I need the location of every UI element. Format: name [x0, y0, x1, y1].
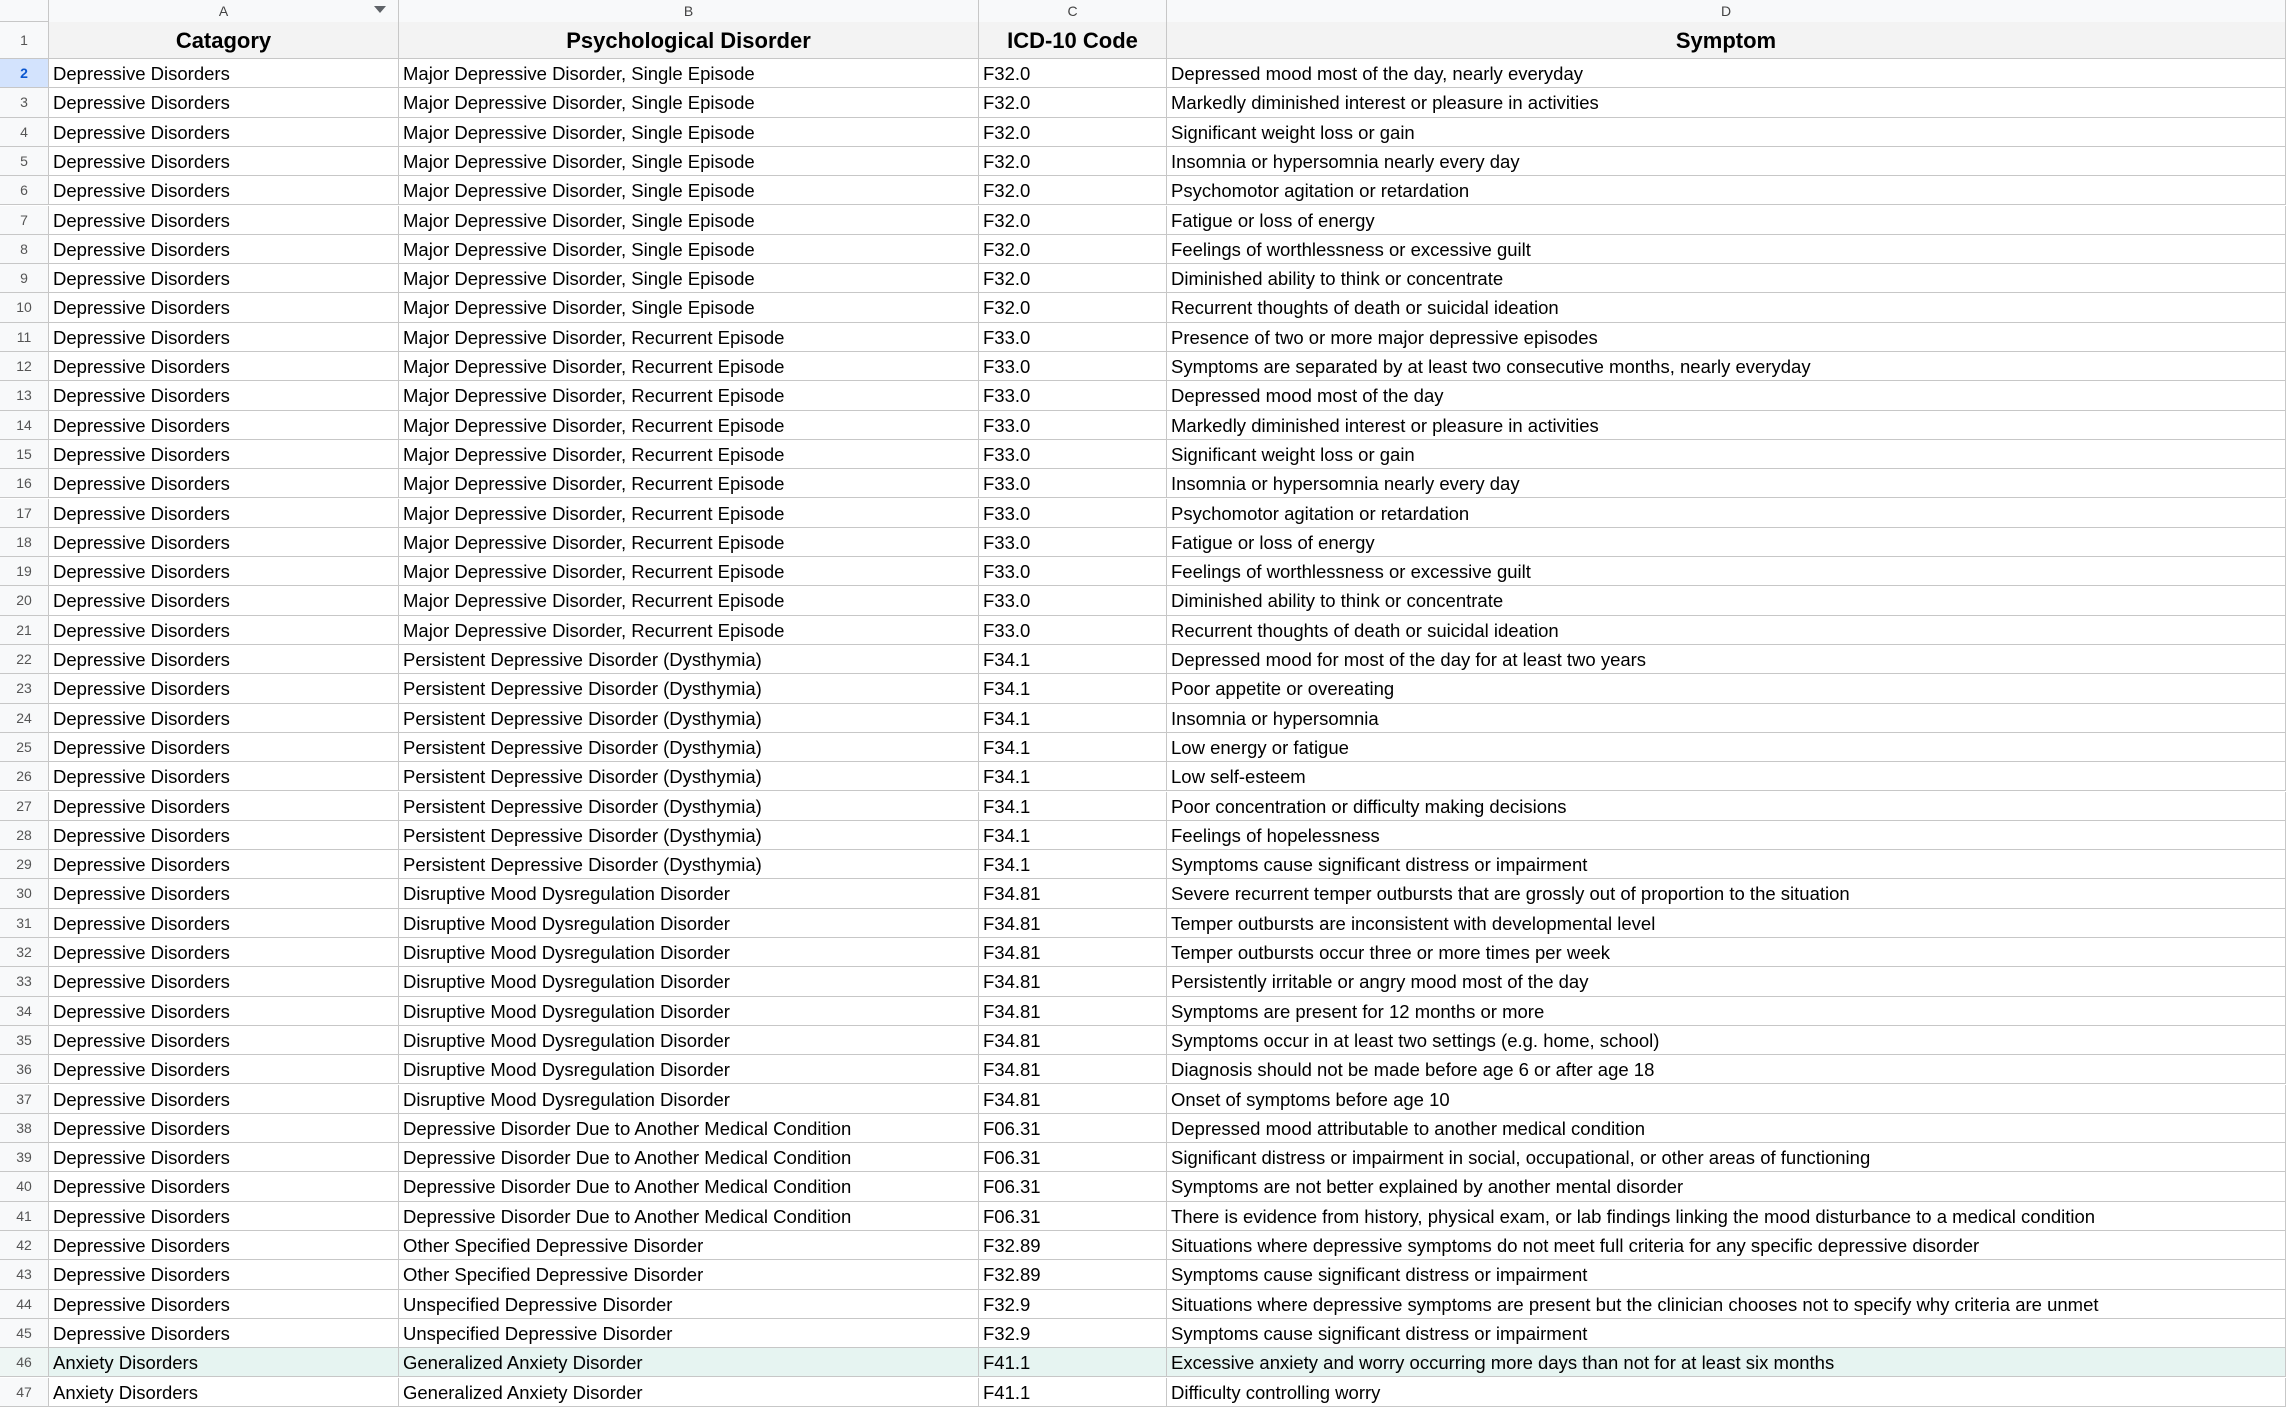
cell-sym[interactable]: Insomnia or hypersomnia nearly every day [1167, 147, 2286, 176]
cell-dis[interactable]: Major Depressive Disorder, Single Episode [399, 264, 979, 293]
cell-sym[interactable]: Persistently irritable or angry mood most of the day [1167, 967, 2286, 996]
cell-cat[interactable]: Anxiety Disorders [49, 1348, 399, 1377]
cell-sym[interactable]: Temper outbursts occur three or more times per week [1167, 938, 2286, 967]
cell-sym[interactable]: Difficulty controlling worry [1167, 1378, 2286, 1407]
cell-code[interactable]: F32.0 [979, 88, 1167, 117]
row-number[interactable]: 23 [0, 674, 49, 703]
cell-sym[interactable]: Depressed mood attributable to another medical condition [1167, 1114, 2286, 1143]
cell-cat[interactable]: Depressive Disorders [49, 323, 399, 352]
cell-sym[interactable]: Situations where depressive symptoms are present but the clinician chooses not to specify why criteria are unmet [1167, 1290, 2286, 1319]
cell-dis[interactable]: Major Depressive Disorder, Single Episode [399, 235, 979, 264]
cell-cat[interactable]: Depressive Disorders [49, 352, 399, 381]
cell-cat[interactable]: Depressive Disorders [49, 147, 399, 176]
row-number[interactable]: 39 [0, 1143, 49, 1172]
column-letter-c[interactable]: C [979, 0, 1167, 22]
cell-code[interactable]: F34.81 [979, 997, 1167, 1026]
cell-cat[interactable]: Depressive Disorders [49, 176, 399, 205]
cell-code[interactable]: F33.0 [979, 469, 1167, 498]
cell-dis[interactable]: Persistent Depressive Disorder (Dysthymia) [399, 821, 979, 850]
row-number[interactable]: 34 [0, 997, 49, 1026]
cell-dis[interactable]: Disruptive Mood Dysregulation Disorder [399, 909, 979, 938]
cell-dis[interactable]: Persistent Depressive Disorder (Dysthymia) [399, 704, 979, 733]
cell-sym[interactable]: Depressed mood most of the day, nearly everyday [1167, 59, 2286, 88]
cell-code[interactable]: F34.1 [979, 821, 1167, 850]
cell-dis[interactable]: Major Depressive Disorder, Recurrent Episode [399, 499, 979, 528]
cell-code[interactable]: F32.9 [979, 1290, 1167, 1319]
cell-sym[interactable]: Fatigue or loss of energy [1167, 206, 2286, 235]
cell-cat[interactable]: Anxiety Disorders [49, 1378, 399, 1407]
row-number[interactable]: 9 [0, 264, 49, 293]
row-number[interactable]: 8 [0, 235, 49, 264]
cell-cat[interactable]: Depressive Disorders [49, 762, 399, 791]
cell-sym[interactable]: Insomnia or hypersomnia [1167, 704, 2286, 733]
cell-dis[interactable]: Persistent Depressive Disorder (Dysthymia) [399, 674, 979, 703]
row-number[interactable]: 31 [0, 909, 49, 938]
cell-sym[interactable]: Recurrent thoughts of death or suicidal ideation [1167, 616, 2286, 645]
cell-code[interactable]: F34.1 [979, 762, 1167, 791]
row-number[interactable]: 30 [0, 879, 49, 908]
cell-dis[interactable]: Major Depressive Disorder, Single Episode [399, 118, 979, 147]
cell-sym[interactable]: Diminished ability to think or concentrate [1167, 264, 2286, 293]
row-number[interactable]: 28 [0, 821, 49, 850]
cell-dis[interactable]: Unspecified Depressive Disorder [399, 1290, 979, 1319]
cell-dis[interactable]: Depressive Disorder Due to Another Medical Condition [399, 1172, 979, 1201]
cell-cat[interactable]: Depressive Disorders [49, 59, 399, 88]
column-header-cell[interactable]: ICD-10 Code [979, 22, 1167, 59]
cell-sym[interactable]: Presence of two or more major depressive episodes [1167, 323, 2286, 352]
cell-dis[interactable]: Persistent Depressive Disorder (Dysthymia) [399, 850, 979, 879]
cell-dis[interactable]: Major Depressive Disorder, Recurrent Episode [399, 411, 979, 440]
cell-sym[interactable]: Diagnosis should not be made before age 6 or after age 18 [1167, 1055, 2286, 1084]
column-header-cell[interactable]: Catagory [49, 22, 399, 59]
cell-dis[interactable]: Major Depressive Disorder, Recurrent Episode [399, 616, 979, 645]
cell-dis[interactable]: Major Depressive Disorder, Recurrent Episode [399, 557, 979, 586]
column-letter-d[interactable]: D [1167, 0, 2286, 22]
row-number[interactable]: 46 [0, 1348, 49, 1377]
cell-code[interactable]: F06.31 [979, 1202, 1167, 1231]
row-number[interactable]: 17 [0, 499, 49, 528]
row-number[interactable]: 24 [0, 704, 49, 733]
cell-sym[interactable]: Symptoms are separated by at least two consecutive months, nearly everyday [1167, 352, 2286, 381]
cell-dis[interactable]: Other Specified Depressive Disorder [399, 1260, 979, 1289]
cell-dis[interactable]: Disruptive Mood Dysregulation Disorder [399, 1055, 979, 1084]
row-number[interactable]: 18 [0, 528, 49, 557]
cell-cat[interactable]: Depressive Disorders [49, 821, 399, 850]
cell-cat[interactable]: Depressive Disorders [49, 879, 399, 908]
cell-code[interactable]: F33.0 [979, 557, 1167, 586]
cell-dis[interactable]: Major Depressive Disorder, Recurrent Episode [399, 381, 979, 410]
cell-code[interactable]: F34.81 [979, 1055, 1167, 1084]
cell-dis[interactable]: Major Depressive Disorder, Recurrent Episode [399, 528, 979, 557]
cell-cat[interactable]: Depressive Disorders [49, 1143, 399, 1172]
cell-cat[interactable]: Depressive Disorders [49, 1172, 399, 1201]
row-number[interactable]: 14 [0, 411, 49, 440]
cell-cat[interactable]: Depressive Disorders [49, 938, 399, 967]
cell-code[interactable]: F34.81 [979, 967, 1167, 996]
cell-dis[interactable]: Major Depressive Disorder, Single Episode [399, 147, 979, 176]
cell-sym[interactable]: Symptoms are not better explained by another mental disorder [1167, 1172, 2286, 1201]
cell-dis[interactable]: Generalized Anxiety Disorder [399, 1378, 979, 1407]
cell-code[interactable]: F33.0 [979, 323, 1167, 352]
row-number[interactable]: 13 [0, 381, 49, 410]
cell-dis[interactable]: Major Depressive Disorder, Recurrent Episode [399, 352, 979, 381]
cell-code[interactable]: F34.1 [979, 674, 1167, 703]
row-number[interactable]: 44 [0, 1290, 49, 1319]
cell-cat[interactable]: Depressive Disorders [49, 411, 399, 440]
cell-sym[interactable]: There is evidence from history, physical exam, or lab findings linking the mood disturbance to a medical condition [1167, 1202, 2286, 1231]
cell-sym[interactable]: Low energy or fatigue [1167, 733, 2286, 762]
cell-sym[interactable]: Poor concentration or difficulty making decisions [1167, 792, 2286, 821]
cell-cat[interactable]: Depressive Disorders [49, 909, 399, 938]
cell-code[interactable]: F32.0 [979, 59, 1167, 88]
cell-cat[interactable]: Depressive Disorders [49, 850, 399, 879]
row-number[interactable]: 43 [0, 1260, 49, 1289]
row-number[interactable]: 12 [0, 352, 49, 381]
cell-code[interactable]: F32.0 [979, 235, 1167, 264]
cell-dis[interactable]: Major Depressive Disorder, Recurrent Episode [399, 323, 979, 352]
cell-sym[interactable]: Onset of symptoms before age 10 [1167, 1085, 2286, 1114]
cell-code[interactable]: F33.0 [979, 411, 1167, 440]
cell-dis[interactable]: Depressive Disorder Due to Another Medical Condition [399, 1114, 979, 1143]
column-header-cell[interactable]: Psychological Disorder [399, 22, 979, 59]
row-number[interactable]: 19 [0, 557, 49, 586]
cell-sym[interactable]: Psychomotor agitation or retardation [1167, 499, 2286, 528]
column-header-cell[interactable]: Symptom [1167, 22, 2286, 59]
cell-dis[interactable]: Major Depressive Disorder, Recurrent Episode [399, 586, 979, 615]
cell-dis[interactable]: Depressive Disorder Due to Another Medical Condition [399, 1143, 979, 1172]
cell-cat[interactable]: Depressive Disorders [49, 118, 399, 147]
cell-code[interactable]: F34.81 [979, 1085, 1167, 1114]
cell-dis[interactable]: Persistent Depressive Disorder (Dysthymia) [399, 733, 979, 762]
cell-code[interactable]: F33.0 [979, 352, 1167, 381]
cell-code[interactable]: F32.89 [979, 1231, 1167, 1260]
row-number[interactable]: 27 [0, 792, 49, 821]
cell-code[interactable]: F06.31 [979, 1114, 1167, 1143]
cell-sym[interactable]: Symptoms are present for 12 months or more [1167, 997, 2286, 1026]
column-letter-a[interactable]: A [49, 0, 399, 22]
cell-sym[interactable]: Feelings of hopelessness [1167, 821, 2286, 850]
cell-dis[interactable]: Disruptive Mood Dysregulation Disorder [399, 938, 979, 967]
cell-sym[interactable]: Symptoms cause significant distress or impairment [1167, 850, 2286, 879]
row-number[interactable]: 6 [0, 176, 49, 205]
cell-cat[interactable]: Depressive Disorders [49, 440, 399, 469]
cell-code[interactable]: F32.0 [979, 293, 1167, 322]
cell-sym[interactable]: Significant distress or impairment in social, occupational, or other areas of functioning [1167, 1143, 2286, 1172]
row-number[interactable]: 40 [0, 1172, 49, 1201]
cell-code[interactable]: F32.0 [979, 176, 1167, 205]
cell-sym[interactable]: Depressed mood most of the day [1167, 381, 2286, 410]
cell-code[interactable]: F32.89 [979, 1260, 1167, 1289]
cell-code[interactable]: F33.0 [979, 499, 1167, 528]
row-number[interactable]: 16 [0, 469, 49, 498]
cell-cat[interactable]: Depressive Disorders [49, 1319, 399, 1348]
cell-cat[interactable]: Depressive Disorders [49, 1114, 399, 1143]
cell-sym[interactable]: Excessive anxiety and worry occurring more days than not for at least six months [1167, 1348, 2286, 1377]
cell-dis[interactable]: Disruptive Mood Dysregulation Disorder [399, 967, 979, 996]
cell-sym[interactable]: Temper outbursts are inconsistent with developmental level [1167, 909, 2286, 938]
cell-dis[interactable]: Persistent Depressive Disorder (Dysthymia) [399, 792, 979, 821]
cell-code[interactable]: F33.0 [979, 586, 1167, 615]
cell-dis[interactable]: Major Depressive Disorder, Recurrent Episode [399, 469, 979, 498]
cell-cat[interactable]: Depressive Disorders [49, 1085, 399, 1114]
cell-cat[interactable]: Depressive Disorders [49, 1026, 399, 1055]
cell-cat[interactable]: Depressive Disorders [49, 1202, 399, 1231]
cell-code[interactable]: F34.1 [979, 645, 1167, 674]
cell-cat[interactable]: Depressive Disorders [49, 616, 399, 645]
cell-sym[interactable]: Symptoms cause significant distress or impairment [1167, 1319, 2286, 1348]
cell-dis[interactable]: Other Specified Depressive Disorder [399, 1231, 979, 1260]
row-number[interactable]: 29 [0, 850, 49, 879]
cell-code[interactable]: F34.1 [979, 704, 1167, 733]
cell-cat[interactable]: Depressive Disorders [49, 557, 399, 586]
cell-code[interactable]: F34.1 [979, 850, 1167, 879]
cell-sym[interactable]: Insomnia or hypersomnia nearly every day [1167, 469, 2286, 498]
cell-code[interactable]: F32.0 [979, 147, 1167, 176]
row-number[interactable]: 20 [0, 586, 49, 615]
cell-code[interactable]: F33.0 [979, 616, 1167, 645]
cell-cat[interactable]: Depressive Disorders [49, 88, 399, 117]
cell-code[interactable]: F34.81 [979, 909, 1167, 938]
cell-code[interactable]: F34.81 [979, 938, 1167, 967]
cell-dis[interactable]: Depressive Disorder Due to Another Medical Condition [399, 1202, 979, 1231]
cell-sym[interactable]: Significant weight loss or gain [1167, 118, 2286, 147]
cell-dis[interactable]: Major Depressive Disorder, Single Episode [399, 206, 979, 235]
row-number[interactable]: 38 [0, 1114, 49, 1143]
cell-dis[interactable]: Disruptive Mood Dysregulation Disorder [399, 1085, 979, 1114]
cell-cat[interactable]: Depressive Disorders [49, 1055, 399, 1084]
cell-code[interactable]: F41.1 [979, 1348, 1167, 1377]
row-number[interactable]: 2 [0, 59, 49, 88]
row-number[interactable]: 15 [0, 440, 49, 469]
cell-cat[interactable]: Depressive Disorders [49, 586, 399, 615]
cell-sym[interactable]: Symptoms cause significant distress or impairment [1167, 1260, 2286, 1289]
cell-cat[interactable]: Depressive Disorders [49, 704, 399, 733]
cell-cat[interactable]: Depressive Disorders [49, 469, 399, 498]
row-number[interactable]: 37 [0, 1085, 49, 1114]
row-number[interactable]: 7 [0, 206, 49, 235]
cell-cat[interactable]: Depressive Disorders [49, 264, 399, 293]
cell-code[interactable]: F34.1 [979, 792, 1167, 821]
row-number[interactable]: 5 [0, 147, 49, 176]
cell-dis[interactable]: Major Depressive Disorder, Recurrent Episode [399, 440, 979, 469]
cell-dis[interactable]: Major Depressive Disorder, Single Episode [399, 293, 979, 322]
cell-cat[interactable]: Depressive Disorders [49, 235, 399, 264]
cell-cat[interactable]: Depressive Disorders [49, 1260, 399, 1289]
row-number[interactable]: 10 [0, 293, 49, 322]
cell-code[interactable]: F32.0 [979, 264, 1167, 293]
cell-cat[interactable]: Depressive Disorders [49, 206, 399, 235]
cell-dis[interactable]: Disruptive Mood Dysregulation Disorder [399, 1026, 979, 1055]
cell-code[interactable]: F32.0 [979, 206, 1167, 235]
cell-dis[interactable]: Persistent Depressive Disorder (Dysthymia) [399, 645, 979, 674]
cell-sym[interactable]: Severe recurrent temper outbursts that are grossly out of proportion to the situation [1167, 879, 2286, 908]
cell-code[interactable]: F33.0 [979, 528, 1167, 557]
cell-sym[interactable]: Psychomotor agitation or retardation [1167, 176, 2286, 205]
cell-sym[interactable]: Low self-esteem [1167, 762, 2286, 791]
cell-sym[interactable]: Markedly diminished interest or pleasure in activities [1167, 411, 2286, 440]
cell-sym[interactable]: Significant weight loss or gain [1167, 440, 2286, 469]
cell-code[interactable]: F32.0 [979, 118, 1167, 147]
cell-cat[interactable]: Depressive Disorders [49, 381, 399, 410]
cell-dis[interactable]: Disruptive Mood Dysregulation Disorder [399, 997, 979, 1026]
row-number[interactable]: 47 [0, 1378, 49, 1407]
row-number[interactable]: 32 [0, 938, 49, 967]
cell-sym[interactable]: Fatigue or loss of energy [1167, 528, 2286, 557]
cell-sym[interactable]: Markedly diminished interest or pleasure in activities [1167, 88, 2286, 117]
cell-cat[interactable]: Depressive Disorders [49, 1231, 399, 1260]
cell-sym[interactable]: Feelings of worthlessness or excessive guilt [1167, 235, 2286, 264]
cell-sym[interactable]: Poor appetite or overeating [1167, 674, 2286, 703]
cell-sym[interactable]: Recurrent thoughts of death or suicidal ideation [1167, 293, 2286, 322]
cell-sym[interactable]: Situations where depressive symptoms do not meet full criteria for any specific depressive disorder [1167, 1231, 2286, 1260]
cell-dis[interactable]: Major Depressive Disorder, Single Episode [399, 176, 979, 205]
cell-code[interactable]: F32.9 [979, 1319, 1167, 1348]
cell-cat[interactable]: Depressive Disorders [49, 293, 399, 322]
row-number[interactable]: 26 [0, 762, 49, 791]
cell-cat[interactable]: Depressive Disorders [49, 674, 399, 703]
cell-sym[interactable]: Diminished ability to think or concentrate [1167, 586, 2286, 615]
row-number[interactable]: 22 [0, 645, 49, 674]
cell-code[interactable]: F06.31 [979, 1172, 1167, 1201]
row-number[interactable]: 41 [0, 1202, 49, 1231]
cell-sym[interactable]: Symptoms occur in at least two settings (e.g. home, school) [1167, 1026, 2286, 1055]
cell-code[interactable]: F34.81 [979, 1026, 1167, 1055]
cell-dis[interactable]: Persistent Depressive Disorder (Dysthymia) [399, 762, 979, 791]
cell-dis[interactable]: Major Depressive Disorder, Single Episode [399, 88, 979, 117]
select-all-corner[interactable] [0, 0, 49, 22]
cell-sym[interactable]: Depressed mood for most of the day for at least two years [1167, 645, 2286, 674]
cell-code[interactable]: F33.0 [979, 440, 1167, 469]
cell-code[interactable]: F41.1 [979, 1378, 1167, 1407]
row-number[interactable]: 36 [0, 1055, 49, 1084]
cell-dis[interactable]: Unspecified Depressive Disorder [399, 1319, 979, 1348]
row-number[interactable]: 42 [0, 1231, 49, 1260]
cell-cat[interactable]: Depressive Disorders [49, 1290, 399, 1319]
row-number[interactable]: 4 [0, 118, 49, 147]
row-number[interactable]: 35 [0, 1026, 49, 1055]
row-number[interactable]: 21 [0, 616, 49, 645]
cell-cat[interactable]: Depressive Disorders [49, 645, 399, 674]
cell-sym[interactable]: Feelings of worthlessness or excessive guilt [1167, 557, 2286, 586]
column-a-dropdown-icon[interactable] [374, 6, 386, 13]
cell-dis[interactable]: Generalized Anxiety Disorder [399, 1348, 979, 1377]
cell-code[interactable]: F06.31 [979, 1143, 1167, 1172]
cell-cat[interactable]: Depressive Disorders [49, 792, 399, 821]
cell-cat[interactable]: Depressive Disorders [49, 528, 399, 557]
cell-cat[interactable]: Depressive Disorders [49, 967, 399, 996]
cell-dis[interactable]: Major Depressive Disorder, Single Episode [399, 59, 979, 88]
cell-dis[interactable]: Disruptive Mood Dysregulation Disorder [399, 879, 979, 908]
row-number[interactable]: 1 [0, 22, 49, 59]
row-number[interactable]: 25 [0, 733, 49, 762]
cell-cat[interactable]: Depressive Disorders [49, 733, 399, 762]
row-number[interactable]: 33 [0, 967, 49, 996]
cell-code[interactable]: F34.1 [979, 733, 1167, 762]
cell-cat[interactable]: Depressive Disorders [49, 997, 399, 1026]
cell-code[interactable]: F33.0 [979, 381, 1167, 410]
row-number[interactable]: 45 [0, 1319, 49, 1348]
column-letter-b[interactable]: B [399, 0, 979, 22]
cell-code[interactable]: F34.81 [979, 879, 1167, 908]
row-number[interactable]: 3 [0, 88, 49, 117]
cell-cat[interactable]: Depressive Disorders [49, 499, 399, 528]
row-number[interactable]: 11 [0, 323, 49, 352]
